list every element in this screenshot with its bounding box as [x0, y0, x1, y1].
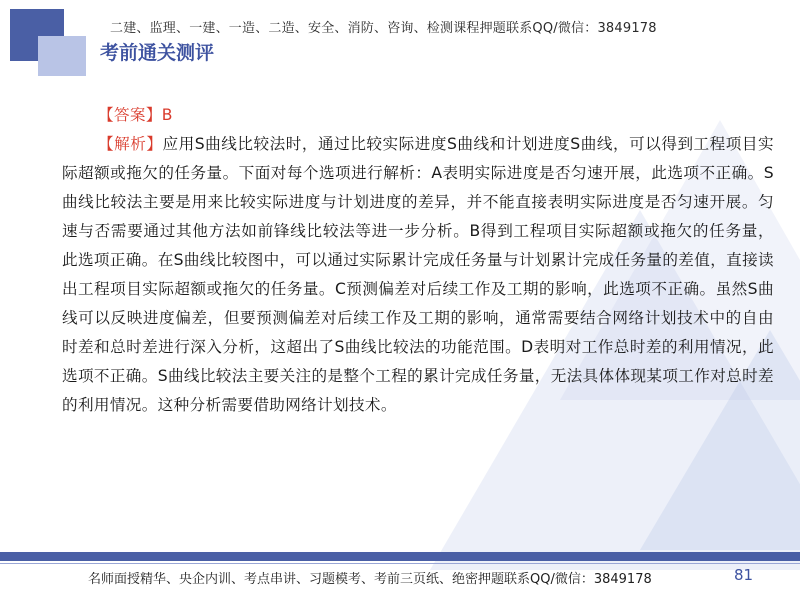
page-title: 考前通关测评	[100, 42, 215, 64]
explanation-paragraph	[62, 130, 774, 420]
header-contact-text: 二建、监理、一建、一造、二造、安全、消防、咨询、检测课程押题联系QQ/微信：3849178	[110, 21, 657, 36]
answer-line	[62, 101, 774, 130]
answer-value: B	[161, 106, 173, 124]
explanation-content	[62, 101, 774, 420]
footer-bar	[0, 552, 800, 561]
page-number: 81	[734, 566, 754, 584]
footer-divider	[0, 563, 800, 564]
explanation-text: 应用S曲线比较法时，通过比较实际进度S曲线和计划进度S曲线，可以得到工程项目实际超额或拖欠的任务量。下面对每个选项进行解析：A表明实际进度是否匀速开展，此选项不正确。S曲线比较法主要是用来比较实际进度与计划进度的差异，并不能直接表明实际进度是否匀速开展。匀速与否需要通过其他方法如前锋线比较法等进一步分析。B得到工程项目实际超额或拖欠的任务量，此选项正确。在S曲线比较图中，可以通过实际累计完成任务量与计划累计完成任务量的差值，直接读出工程项目实际超额或拖欠的任务量。C预测偏差对后续工作及工期的影响，此选项不正确。虽然S曲线可以反映进度偏差，但要预测偏差对后续工作及工期的影响，通常需要结合网络计划技术中的自由时差和总时差进行深入分析，这超出了S曲线比较法的功能范围。D表明对工作总时差的利用情况，此选项不正确。S曲线比较法主要关注的是整个工程的累计完成任务量，无法具体体现某项工作对总时差的利用情况。这种分析需要借助网络计划技术。	[62, 135, 774, 414]
footer-contact-text: 名师面授精华、央企内训、考点串讲、习题模考、考前三页纸、绝密押题联系QQ/微信：3849178	[88, 572, 652, 587]
answer-tag: 【答案】	[98, 106, 162, 124]
explanation-tag: 【解析】	[98, 135, 163, 153]
header-square-light	[38, 36, 86, 76]
